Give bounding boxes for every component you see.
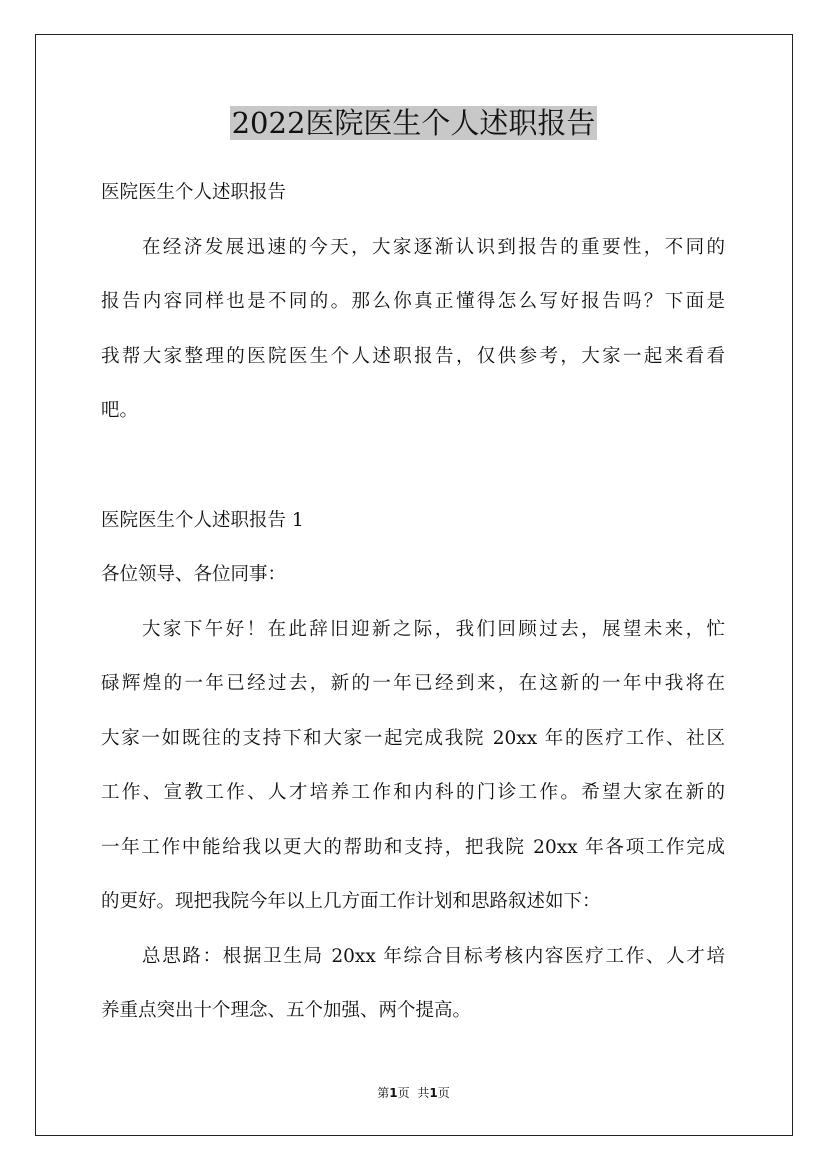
- summary-line-2: 养重点突出十个理念、五个加强、两个提高。: [101, 1000, 472, 1021]
- summary-line-1: 总思路：根据卫生局 20xx 年综合目标考核内容医疗工作、人才培: [142, 946, 725, 967]
- page-number: 1: [389, 1086, 398, 1100]
- body-line-6: 的更好。现把我院今年以上几方面工作计划和思路叙述如下：: [101, 891, 601, 912]
- salutation: 各位领导、各位同事：: [101, 564, 287, 585]
- page-suffix: 页: [397, 1086, 410, 1100]
- intro-line-4: 吧。: [101, 400, 139, 421]
- total-pages: 1: [429, 1086, 438, 1100]
- body-line-3: 大家一如既往的支持下和大家一起完成我院 20xx 年的医疗工作、社区: [101, 728, 725, 749]
- section-heading: 医院医生个人述职报告 1: [101, 510, 304, 531]
- subtitle: 医院医生个人述职报告: [101, 182, 287, 203]
- total-suffix: 页: [437, 1086, 450, 1100]
- document-title-text: 2022医院医生个人述职报告: [231, 106, 596, 140]
- document-title: [0, 103, 827, 143]
- total-prefix: 共: [417, 1086, 430, 1100]
- body-line-2: 碌辉煌的一年已经过去，新的一年已经到来，在这新的一年中我将在: [101, 673, 725, 694]
- body-line-5: 一年工作中能给我以更大的帮助和支持，把我院 20xx 年各项工作完成: [101, 837, 725, 858]
- intro-line-2: 报告内容同样也是不同的。那么你真正懂得怎么写好报告吗？下面是: [101, 291, 725, 312]
- page-footer: [0, 1085, 827, 1101]
- intro-line-3: 我帮大家整理的医院医生个人述职报告，仅供参考，大家一起来看看: [101, 346, 725, 367]
- page-prefix: 第: [377, 1086, 390, 1100]
- body-line-4: 工作、宣教工作、人才培养工作和内科的门诊工作。希望大家在新的: [101, 782, 725, 803]
- intro-line-1: 在经济发展迅速的今天，大家逐渐认识到报告的重要性，不同的: [142, 237, 725, 258]
- body-line-1: 大家下午好！在此辞旧迎新之际，我们回顾过去，展望未来，忙: [142, 619, 725, 640]
